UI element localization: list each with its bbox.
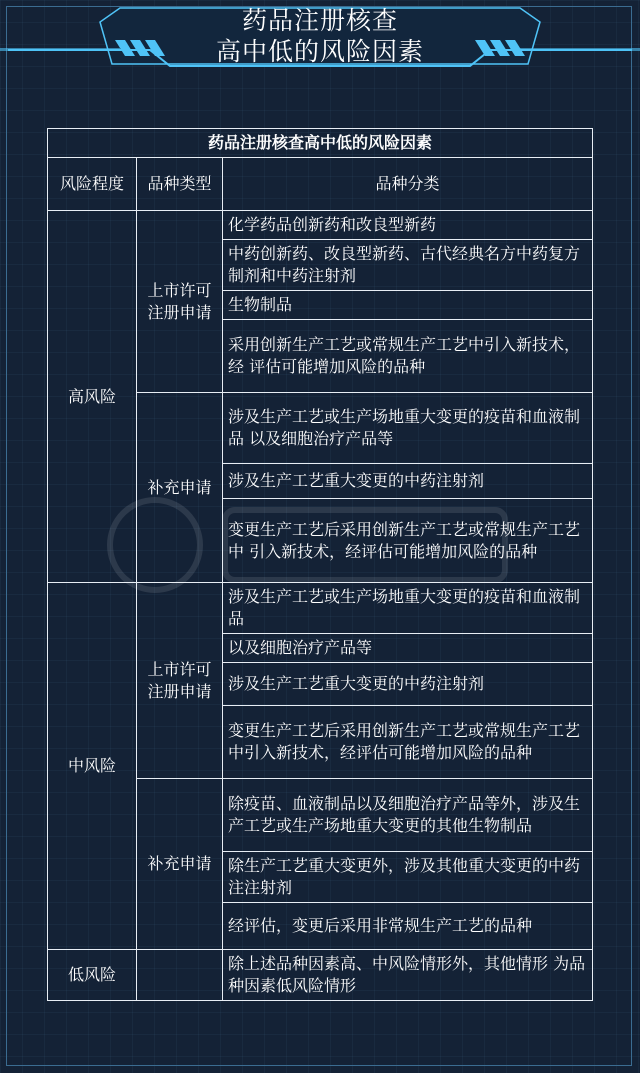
risk-factor-table: [47, 128, 593, 1001]
variety-type-cell: [137, 950, 223, 1001]
caption-row: [48, 129, 593, 158]
column-header-variety-class: 品种分类: [223, 158, 593, 211]
variety-item: 除疫苗、血液制品以及细胞治疗产品等外，涉及生产工艺或生产场地重大变更的其他生物制品: [223, 779, 593, 852]
variety-item: 变更生产工艺后采用创新生产工艺或常规生产工艺中引入新技术，经评估可能增加风险的品种: [223, 706, 593, 779]
variety-type-cell: 补充申请: [137, 779, 223, 950]
column-header-risk-level: 风险程度: [48, 158, 137, 211]
table-caption: 药品注册核查高中低的风险因素: [48, 129, 593, 158]
column-header-variety-type: 品种类型: [137, 158, 223, 211]
title-line-1: 药品注册核查: [241, 6, 398, 35]
risk-level-low: 低风险: [48, 950, 137, 1001]
variety-item: 中药创新药、改良型新药、古代经典名方中药复方制剂和中药注射剂: [223, 240, 593, 291]
title-line-2: 高中低的风险因素: [215, 37, 424, 66]
variety-type-cell: 补充申请: [137, 393, 223, 583]
variety-item: 化学药品创新药和改良型新药: [223, 211, 593, 240]
risk-level-medium: 中风险: [48, 583, 137, 950]
table-row: [48, 950, 593, 1001]
variety-item: 涉及生产工艺重大变更的中药注射剂: [223, 663, 593, 706]
variety-item: 涉及生产工艺或生产场地重大变更的疫苗和血液制品 以及细胞治疗产品等: [223, 393, 593, 464]
title-banner: [0, 0, 640, 80]
variety-item: 采用创新生产工艺或常规生产工艺中引入新技术，经 评估可能增加风险的品种: [223, 320, 593, 393]
risk-level-high: 高风险: [48, 211, 137, 583]
variety-item: 经评估，变更后采用非常规生产工艺的品种: [223, 903, 593, 950]
variety-item: 除上述品种因素高、中风险情形外，其他情形 为品种因素低风险情形: [223, 950, 593, 1001]
variety-type-cell: 上市许可注册申请: [137, 211, 223, 393]
variety-item: 变更生产工艺后采用创新生产工艺或常规生产工艺中 引入新技术，经评估可能增加风险的品种: [223, 499, 593, 583]
variety-type-cell: 上市许可注册申请: [137, 583, 223, 779]
variety-item: 涉及生产工艺重大变更的中药注射剂: [223, 464, 593, 499]
header-row: [48, 158, 593, 211]
table-row: [48, 211, 593, 240]
variety-item: 以及细胞治疗产品等: [223, 634, 593, 663]
variety-item: 生物制品: [223, 291, 593, 320]
table-row: [48, 583, 593, 634]
variety-item: 除生产工艺重大变更外，涉及其他重大变更的中药注注射剂: [223, 852, 593, 903]
variety-item: 涉及生产工艺或生产场地重大变更的疫苗和血液制品: [223, 583, 593, 634]
